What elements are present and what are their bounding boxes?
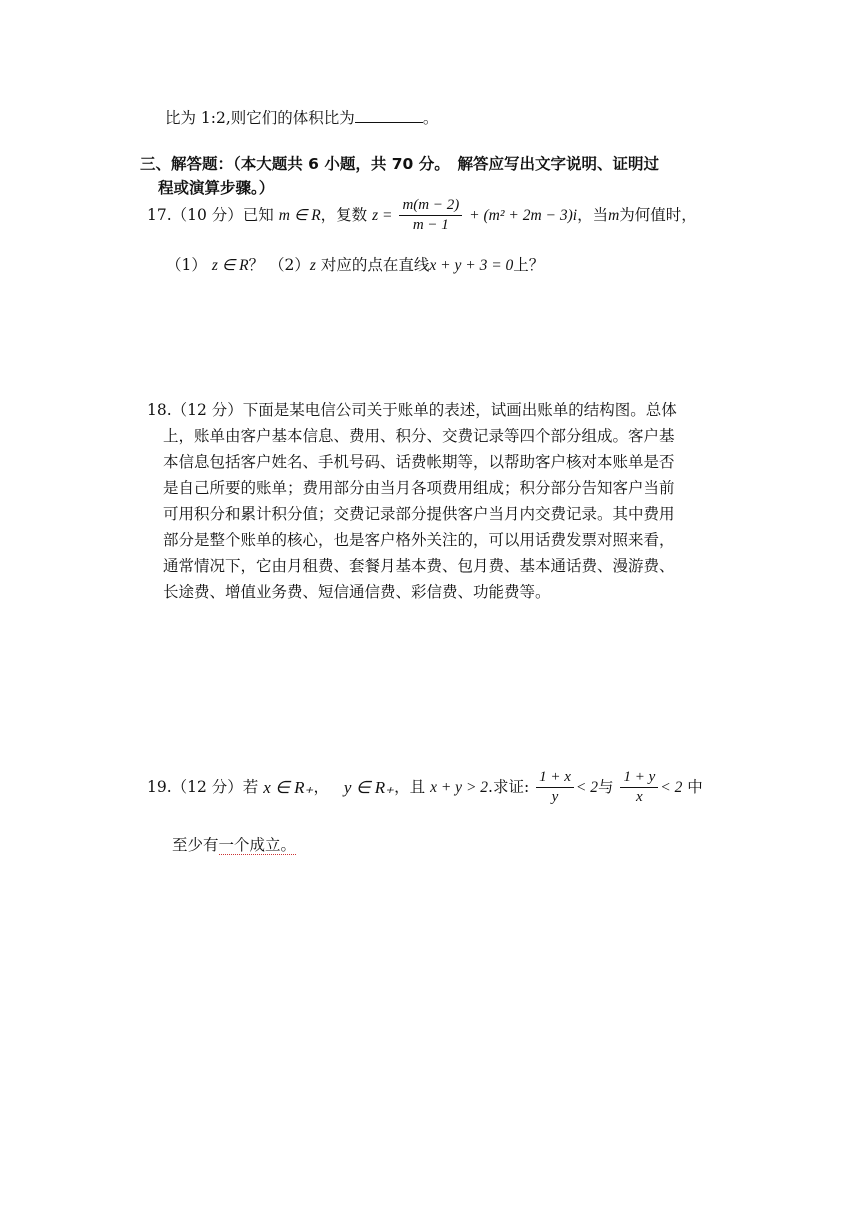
section-heading — [140, 152, 659, 174]
q19-frac2-den: x — [636, 789, 643, 805]
q17-z-eq: z = — [372, 206, 393, 224]
q17-tail-a: ，当 — [577, 205, 609, 224]
q17-tail-b: 为何值时， — [619, 205, 697, 224]
q17-condition: m ∈ R — [278, 206, 321, 224]
q19-line2 — [172, 833, 296, 855]
q17-number: 17.（10 分）已知 — [147, 205, 274, 224]
q19-with: 与 — [598, 777, 614, 796]
q19-lt1: < 2 — [575, 778, 598, 796]
q18-line: 可用积分和累计积分值；交费记录部分提供客户当月内交费记录。其中费用 — [163, 505, 675, 523]
q17-subparts — [166, 253, 544, 275]
q17-tail-var: m — [608, 206, 620, 224]
question-17 — [147, 198, 697, 233]
section-heading-line2: 程或演算步骤。） — [158, 179, 275, 197]
q19-x-cond: x ∈ R₊ — [263, 778, 314, 797]
q18-line: 本信息包括客户姓名、手机号码、话费帐期等，以帮助客户核对本账单是否 — [163, 453, 675, 471]
q17-mid: ，复数 — [320, 205, 368, 224]
q19-lt2: < 2 — [660, 778, 683, 796]
section-heading-cont — [158, 176, 274, 198]
q17-sub1-expr: z ∈ R — [211, 257, 249, 274]
top-line-end: 。 — [422, 109, 439, 127]
q19-frac1-den: y — [551, 789, 559, 805]
q19-sep: ， — [313, 777, 329, 796]
q19-line2-b: 一个成立。 — [218, 836, 297, 854]
q19-fraction-2 — [620, 770, 658, 805]
q18-line: 通常情况下，它由月租费、套餐月基本费、包月费、基本通话费、漫游费、 — [163, 557, 675, 575]
q19-proof-text: .求证: — [488, 777, 530, 796]
q17-sub2-text: 对应的点在直线 — [320, 256, 430, 274]
q18-line: 上，账单由客户基本信息、费用、积分、交费记录等四个部分组成。客户基 — [163, 427, 675, 445]
q17-sub2-var: z — [309, 257, 316, 274]
q18-line: 长途费、增值业务费、短信通信费、彩信费、功能费等。 — [163, 583, 551, 601]
q17-sub2-expr: x + y + 3 = 0 — [429, 257, 514, 274]
q19-line2-a: 至少有 — [172, 836, 219, 854]
question-18 — [147, 397, 677, 605]
section-heading-line1: 三、解答题：（本大题共 6 小题，共 70 分。 解答应写出文字说明、证明过 — [140, 155, 659, 173]
q19-tail: 中 — [687, 777, 703, 796]
q17-fraction — [399, 198, 462, 233]
q18-line: 18.（12 分）下面是某电信公司关于账单的表述，试画出账单的结构图。总体 — [147, 401, 677, 419]
q17-frac-den: m − 1 — [412, 217, 449, 233]
q17-sub1-q: ？ — [248, 256, 265, 274]
q17-sub2-tail: 上？ — [513, 256, 545, 274]
q17-sub2-label: （2） — [269, 256, 310, 274]
top-line — [165, 106, 438, 128]
q17-sub1-label: （1） — [166, 256, 207, 274]
q19-y-cond: y ∈ R₊ — [343, 778, 395, 797]
q17-frac-num: m(m − 2) — [399, 198, 462, 216]
q17-rest: + (m² + 2m − 3)i — [469, 206, 578, 224]
q18-line: 是自己所要的账单；费用部分由当月各项费用组成；积分部分告知客户当前 — [163, 479, 675, 497]
q19-fraction-1 — [536, 770, 574, 805]
q19-number: 19.（12 分）若 — [147, 777, 259, 796]
answer-blank — [355, 107, 423, 123]
question-19 — [147, 770, 703, 805]
q19-sum-cond: x + y > 2 — [430, 778, 489, 796]
q19-frac1-num: 1 + x — [536, 770, 574, 788]
top-line-text: 比为 1:2,则它们的体积比为 — [165, 109, 355, 127]
q19-and: ，且 — [394, 777, 426, 796]
q18-line: 部分是整个账单的核心，也是客户格外关注的，可以用话费发票对照来看， — [163, 531, 675, 549]
q19-frac2-num: 1 + y — [620, 770, 658, 788]
